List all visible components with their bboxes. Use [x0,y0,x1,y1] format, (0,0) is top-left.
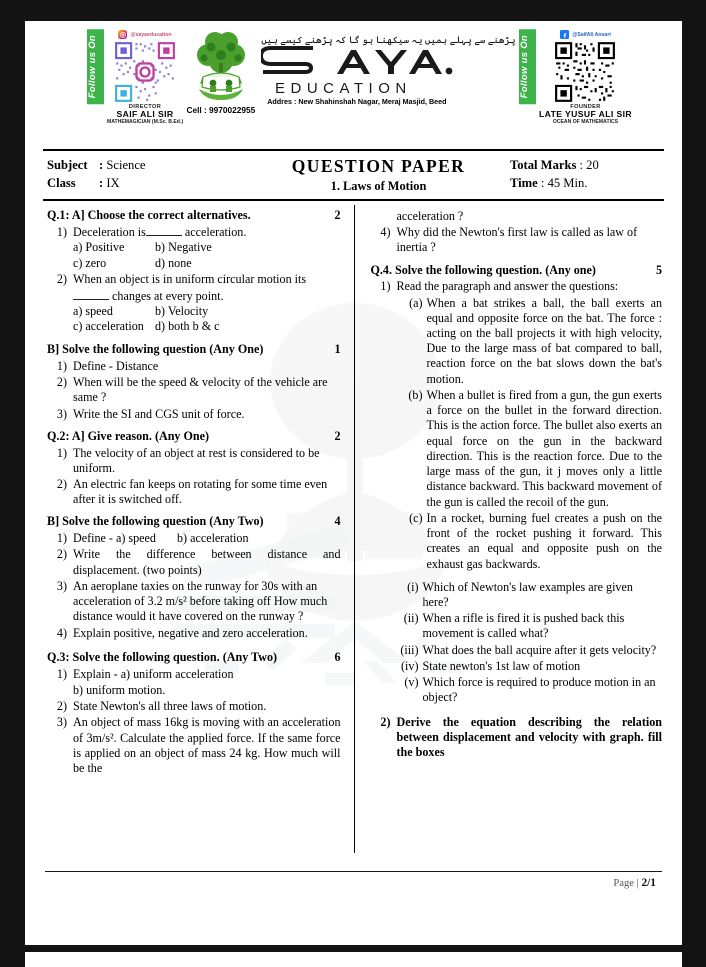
item-text: Why did the Newton's first law is called as law of inertia ? [396,225,638,255]
urdu-tagline: پڑھنے سے پہلے ہمیں یہ سیکھنا ہو گا کہ پڑھنے کیسے ہیں [261,36,516,46]
question-body [25,201,682,865]
q1a-item-2-options-row-1 [47,304,341,320]
fill-blank [73,299,109,300]
item-number: 3) [56,715,67,730]
q2b-item-3 [47,579,341,625]
subq-label: (i) [407,579,419,594]
q4-subq-iii [371,643,663,658]
q4-subq-ii [371,611,663,641]
item-text: An object of mass 16kg is moving with an acceleration of 3m/s². Calculate the applied force. If the same force is applied on an object of mass 24 kg. How much will be the [73,715,341,775]
option-c[interactable]: c) zero [73,255,107,270]
paragraph-text: When a bullet is fired from a gun, the gun exerts a force on the bullet in the forward direction. This is the action force. The bullet also exerts an equal force on the gun in the backward direction. This is the reaction force. Due to the large mass of the gun, it j moves only a little distance backward. This backward movement of the gun is called the recoil of the gun. [426,387,662,509]
founder-qualification: OCEAN OF MATHEMATICS [552,118,619,125]
q1b-marks: 1 [334,342,341,357]
item-text: Write the SI and CGS unit of force. [73,406,245,421]
option-c[interactable]: c) acceleration [73,319,144,334]
q3-heading: Q.3: Solve the following question. (Any Two) [47,649,278,664]
q2b-item-2 [47,547,341,577]
page-edge-strip [25,952,682,967]
time-value: 45 Min. [547,176,588,191]
q4-marks: 5 [655,262,662,277]
q4-subq-iv [371,659,663,674]
q3-item-3 [47,715,341,776]
item-number: 1) [56,224,67,239]
director-social-badge [87,29,183,126]
q2a-heading-row [47,429,341,445]
director-role: DIRECTOR [128,104,162,110]
follow-us-on-label-left: Follow us On [87,29,104,104]
item-text: The velocity of an object at rest is considered to be uniform. [73,445,320,475]
q1a-heading: Q.1: A] Choose the correct alternatives. [47,207,251,222]
q2b-item-1 [47,531,341,546]
letterhead [25,21,682,149]
item-number: 1) [56,666,67,681]
q3-item-1-cont [47,683,341,698]
item-number: 1) [380,279,391,294]
item-number: 1) [56,531,67,546]
option-b[interactable]: b) Velocity [155,303,209,318]
q3-heading-row [47,650,341,666]
item-number: 2) [56,477,67,492]
tree-logo-icon [191,31,251,103]
instagram-icon [118,30,127,39]
item-text: Derive the equation describing the relation between displacement and velocity with graph. fill the boxes [396,714,662,760]
item-number: 2) [56,699,67,714]
option-a[interactable]: a) speed [73,303,113,318]
class-label: Class [47,176,76,191]
item-number: 1) [56,445,67,460]
q1a-item-2 [47,272,341,287]
option-a[interactable]: a) Positive [73,239,125,254]
q3-marks: 6 [334,649,341,664]
option-b[interactable]: b) Negative [155,239,212,254]
q1a-item-1 [47,225,341,240]
q2a-item-2 [47,477,341,507]
right-column [355,208,663,865]
page-label: Page | [613,877,639,889]
item-text: Define - Distance [73,358,159,373]
subject-label: Subject [47,158,88,172]
class-value: IX [106,176,120,191]
q4-paragraph-b [371,388,663,510]
q1a-item-1-options-row-2 [47,256,341,272]
q4-item-2 [371,715,663,761]
q1b-item-2 [47,375,341,405]
follow-us-on-label-right: Follow us On [519,29,536,104]
subq-label: (iii) [400,642,419,657]
instagram-handle: @sayaeducation [130,31,172,38]
q2b-marks: 4 [334,514,341,529]
facebook-icon [560,30,569,39]
page-number [45,872,662,889]
founder-name: LATE YUSUF ALI SIR [539,109,632,120]
item-text: When an object is in uniform circular motion its [73,272,307,287]
saya-education-wordmark [261,46,457,96]
item-text: An aeroplane taxies on the runway for 30s with an acceleration of 3.2 m/s² before taking off How much distance would it have covered on the runway ? [73,578,328,624]
item-text-line2: b) uniform motion. [73,682,166,697]
q2b-heading-row [47,514,341,530]
item-text: Explain positive, negative and zero acceleration. [73,625,308,640]
q1a-marks: 2 [334,207,341,222]
q1b-heading-row [47,342,341,358]
q1b-heading: B] Solve the following question (Any One) [47,342,264,357]
fill-blank [146,235,182,236]
director-name: SAIF ALI SIR [116,109,174,120]
q4-paragraph-a [371,296,663,387]
contact-cell: Cell : 9970022955 [186,105,256,115]
q2b-heading: B] Solve the following question (Any Two) [47,514,264,529]
q4-heading: Q.4. Solve the following question. (Any one) [370,262,596,277]
subq-label: (v) [404,675,419,690]
item-number: 2) [56,547,67,562]
item-number: 4) [56,625,67,640]
subq-text: Which of Newton's law examples are given here? [422,579,633,609]
item-number: 2) [380,714,391,729]
paper-meta-bar: Subject : Science Class : IX QUESTION PAPER 1. Laws of Motion Total Marks : 20 Time : 45 Min. [47,156,599,193]
page-title: QUESTION PAPER [291,156,466,176]
option-d[interactable]: d) none [155,255,192,270]
subq-text: When a rifle is fired it is pushed back this movement is called what? [422,611,625,641]
paragraph-label: (b) [408,387,423,402]
q2a-item-1 [47,446,341,476]
q1a-heading-row [47,208,341,224]
subq-label: (iv) [401,658,419,673]
q1a-item-2-options-row-2 [47,319,341,335]
item-number: 3) [56,406,67,421]
subq-text: What does the ball acquire after it gets velocity? [422,642,657,657]
q2a-heading: Q.2: A] Give reason. (Any One) [47,428,210,443]
subject-value: Science [106,158,146,172]
saya-tree-logo [186,31,255,115]
item-text-line2: changes at every point. [73,289,341,304]
svg-text:EDUCATION: EDUCATION [275,80,412,96]
item-text: State Newton's all three laws of motion. [73,699,267,714]
item-number: 1) [56,358,67,373]
q2a-marks: 2 [334,428,341,443]
q1a-item-1-options-row-1 [47,240,341,256]
contact-address: Addres : New Shahinshah Nagar, Meraj Masjid, Beed [267,97,447,106]
item-text: Write the difference between distance and displacement. (two points) [73,547,341,577]
item-text: An electric fan keeps on rotating for some time even after it is switched off. [73,477,328,507]
item-text: When will be the speed & velocity of the vehicle are same ? [73,375,328,405]
item-text: acceleration ? [396,208,464,223]
q3-carryover-text [371,209,663,224]
paragraph-label: (c) [409,510,423,525]
founder-social-badge [519,29,632,126]
option-d[interactable]: d) both b & c [155,319,220,334]
q4-item-1 [371,279,663,294]
q4-heading-row [371,263,663,279]
paragraph-text: In a rocket, burning fuel creates a push on the front of the rocket pushing it forward. This creates an equal and opposite push on the exhaust gas backwards. [426,510,662,571]
page-footer [25,871,682,889]
director-qualification: MATHEMAGICIAN (M.Sc. B.Ed.) [107,118,184,125]
total-marks-label: Total Marks [510,158,577,172]
q3-item-4 [371,225,663,255]
item-text: Explain - a) uniform acceleration [73,666,234,681]
page-value: 2/1 [641,876,656,889]
paragraph-label: (a) [409,295,423,310]
paragraph-text: When a bat strikes a ball, the ball exerts an equal and opposite force on the bat. The force : acting on the ball projects it with high velocity, Due to the large mass of bat compared to ball, reaction force on the bat slows down the bat's motion. [426,295,662,386]
facebook-qr-code[interactable] [554,41,616,103]
q4-paragraph-c [371,511,663,572]
item-number: 2) [56,375,67,390]
founder-role: FOUNDER [570,104,601,110]
q4-subq-v [371,675,663,705]
q1b-item-1 [47,359,341,374]
total-marks-value: 20 [586,158,599,172]
q3-item-2 [47,699,341,714]
paper-subtitle: 1. Laws of Motion [330,178,427,193]
q3-item-1 [47,667,341,682]
facebook-handle: @SaifAli Ansari [572,31,611,38]
q2b-item-4 [47,626,341,641]
item-text: Define - a) speed b) acceleration [73,531,249,546]
item-text: Read the paragraph and answer the questions: [396,279,619,294]
item-number: 4) [380,225,391,240]
item-number: 2) [56,272,67,287]
document-page [25,21,682,945]
subq-text: State newton's 1st law of motion [422,658,581,673]
q4-subq-i [371,580,663,610]
subq-label: (ii) [403,611,419,626]
q1b-item-3 [47,407,341,422]
subq-text: Which force is required to produce motion in an object? [422,675,656,705]
instagram-qr-code[interactable] [114,41,176,103]
q1a-item-2-cont [47,289,341,304]
time-label: Time [510,176,538,191]
item-text: Deceleration is acceleration. [73,224,247,239]
item-number: 3) [56,578,67,593]
left-column [47,208,355,865]
